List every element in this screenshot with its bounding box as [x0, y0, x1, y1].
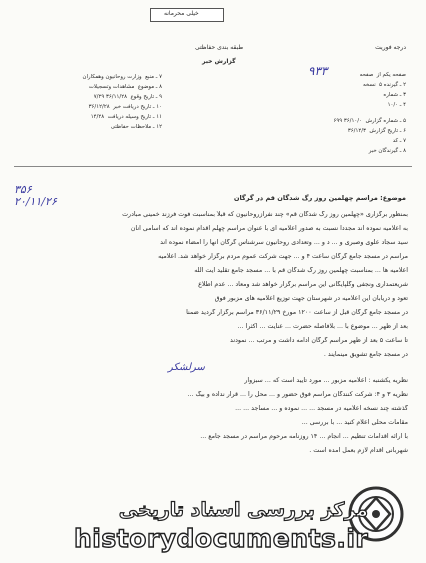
- body-line: شهربانی اقدام لازم بعمل آمده است .: [309, 447, 408, 454]
- body-line: تا ساعت ۵ بعد از ظهر مراسم گرگان ادامه داشت و مرتب ... نمودند: [230, 337, 408, 344]
- body-line: نظریه یکشنبه : اعلامیه مزبور ... مورد تأیید است که ... سبزوار: [244, 377, 408, 384]
- org-line: طبقه بندی حفاظتی: [195, 44, 244, 51]
- body-line: بمنظور برگزاری «چهلمین روز رگ شدگان قم» چند نفرازروحانیون که قبلاً بمناسبت فوت فرزند خمینی مبادرت: [122, 211, 408, 218]
- body-line: مقامات محلی اعلام کنید ... با بررسی ...: [301, 419, 408, 426]
- left-field-received: ۱۰ ـ تاریخ دریافت خبر ۳۶/۱۲/۲۸: [88, 104, 162, 110]
- right-field-code: ۷ ـ کد: [392, 138, 406, 144]
- right-field-recipients: ۸ ـ گیرندگان خبر: [368, 148, 406, 154]
- handwritten-signature: سرلشکر: [168, 362, 205, 373]
- left-field-date: ۹ ـ تاریخ وقوع ۳۶/۱۱/۲۸ ۷/۲۹: [93, 94, 162, 100]
- right-field-4: ۴ ـ ۱۰/۰: [387, 102, 406, 108]
- subject-line: موضوع: مراسم چهلمین روز رگ شدگان قم در گرگان: [233, 194, 406, 202]
- body-line: در مسجد جامع گرگان قبل از ساعت ۱۲۰۰ مورخ ۳۶/۱۱/۲۹ مراسم برگزار گردید ضمناً: [186, 309, 408, 316]
- body-line: مراسم در مسجد جامع گرگان ساعت ۴ و ... جهت شرکت عموم مردم برگزار خواهد شد. اعلامیه: [158, 253, 408, 260]
- body-line: بعد از ظهر ... موضوع با ... بلافاصله حضرت ... عنایت ... اکثراً ...: [237, 323, 408, 330]
- handwritten-top: ۹۳۳: [308, 64, 328, 78]
- body-line: گذشته چند نسخه اعلامیه در مسجد ... ... نموده و ... مساجد ... ...: [235, 405, 408, 412]
- body-line: تعود و دریابان این اعلامیه در شهرستان جهت توزیع اعلامیه های مزبور فوق: [214, 295, 408, 302]
- right-field-report-date: ۶ ـ تاریخ گزارش ۳۶/۱۲/۳: [347, 128, 406, 134]
- report-type: گزارش خبر: [202, 58, 236, 65]
- watermark-title: مرکز بررسی اسناد تاریخی: [118, 499, 368, 521]
- left-field-notes: ۱۲ ـ ملاحظات حفاظتی: [110, 124, 162, 130]
- right-field-number: ۳ ـ شماره: [383, 92, 406, 98]
- left-field-subject: ۸ ـ موضوع مشاهدات وتسجیلات: [88, 84, 162, 90]
- body-line: نظریه ۳ و ۴: شرکت کنندگان مراسم فوق حضور و ... محل را ... قرار نداده و بیگ ...: [187, 391, 408, 398]
- body-line: به اعلامیه نموده اند مجدداً نسبت به صدور اعلامیه ای با عنوان مراسم چهلم اقدام نموده اند که اسامی آنان: [130, 225, 408, 232]
- right-field-page: صفحه یکم از صفحه: [359, 72, 406, 78]
- left-field-method: ۱۱ ـ تاریخ وسیله دریافت ۱۴/۲۸: [90, 114, 162, 120]
- classification-label: خیلی محرمانه: [164, 10, 199, 17]
- body-line: اعلامیه ها ... بمناسبت چهلمین روز رگ شدگان قم با ... مسجد جامع تقلید آیت الله: [194, 267, 408, 274]
- right-field-report-number: ۵ ـ شماره گزارش ۳۶/۱۰/۰ ۶۹۹: [333, 118, 406, 124]
- header-divider: [14, 166, 412, 167]
- watermark-url: historydocuments.ir: [74, 524, 369, 553]
- body-line: با ارائه اقدامات تنظیم ... انجام ... ۱۴ روزنامه مرحوم مراسم در مسجد جامع ...: [200, 433, 408, 440]
- body-line: شریعتمداری ونجفی وگلپایگانی این مراسم برگزار خواهد شد ومعاد ... عدم اطلاع: [198, 281, 408, 288]
- left-field-source: ۷ ـ منبع وزارت روحانیون وهمکاران: [82, 74, 162, 80]
- right-field-recipient: ۲ ـ گیرنده ۵ نسخه: [363, 82, 406, 88]
- priority-label: درجه فوریت: [375, 44, 406, 51]
- body-line: سید سجاد علوی وصبری و ... د و ... وتعدادی روحانیون سرشناس گرگان آنها را امضاء نموده اند: [160, 239, 408, 246]
- handwritten-left-note: ۳۵۶ ۲۰/۱۱/۲۶: [14, 183, 57, 208]
- body-line: در مسجد جامع تشویق مینمایند .: [323, 351, 408, 358]
